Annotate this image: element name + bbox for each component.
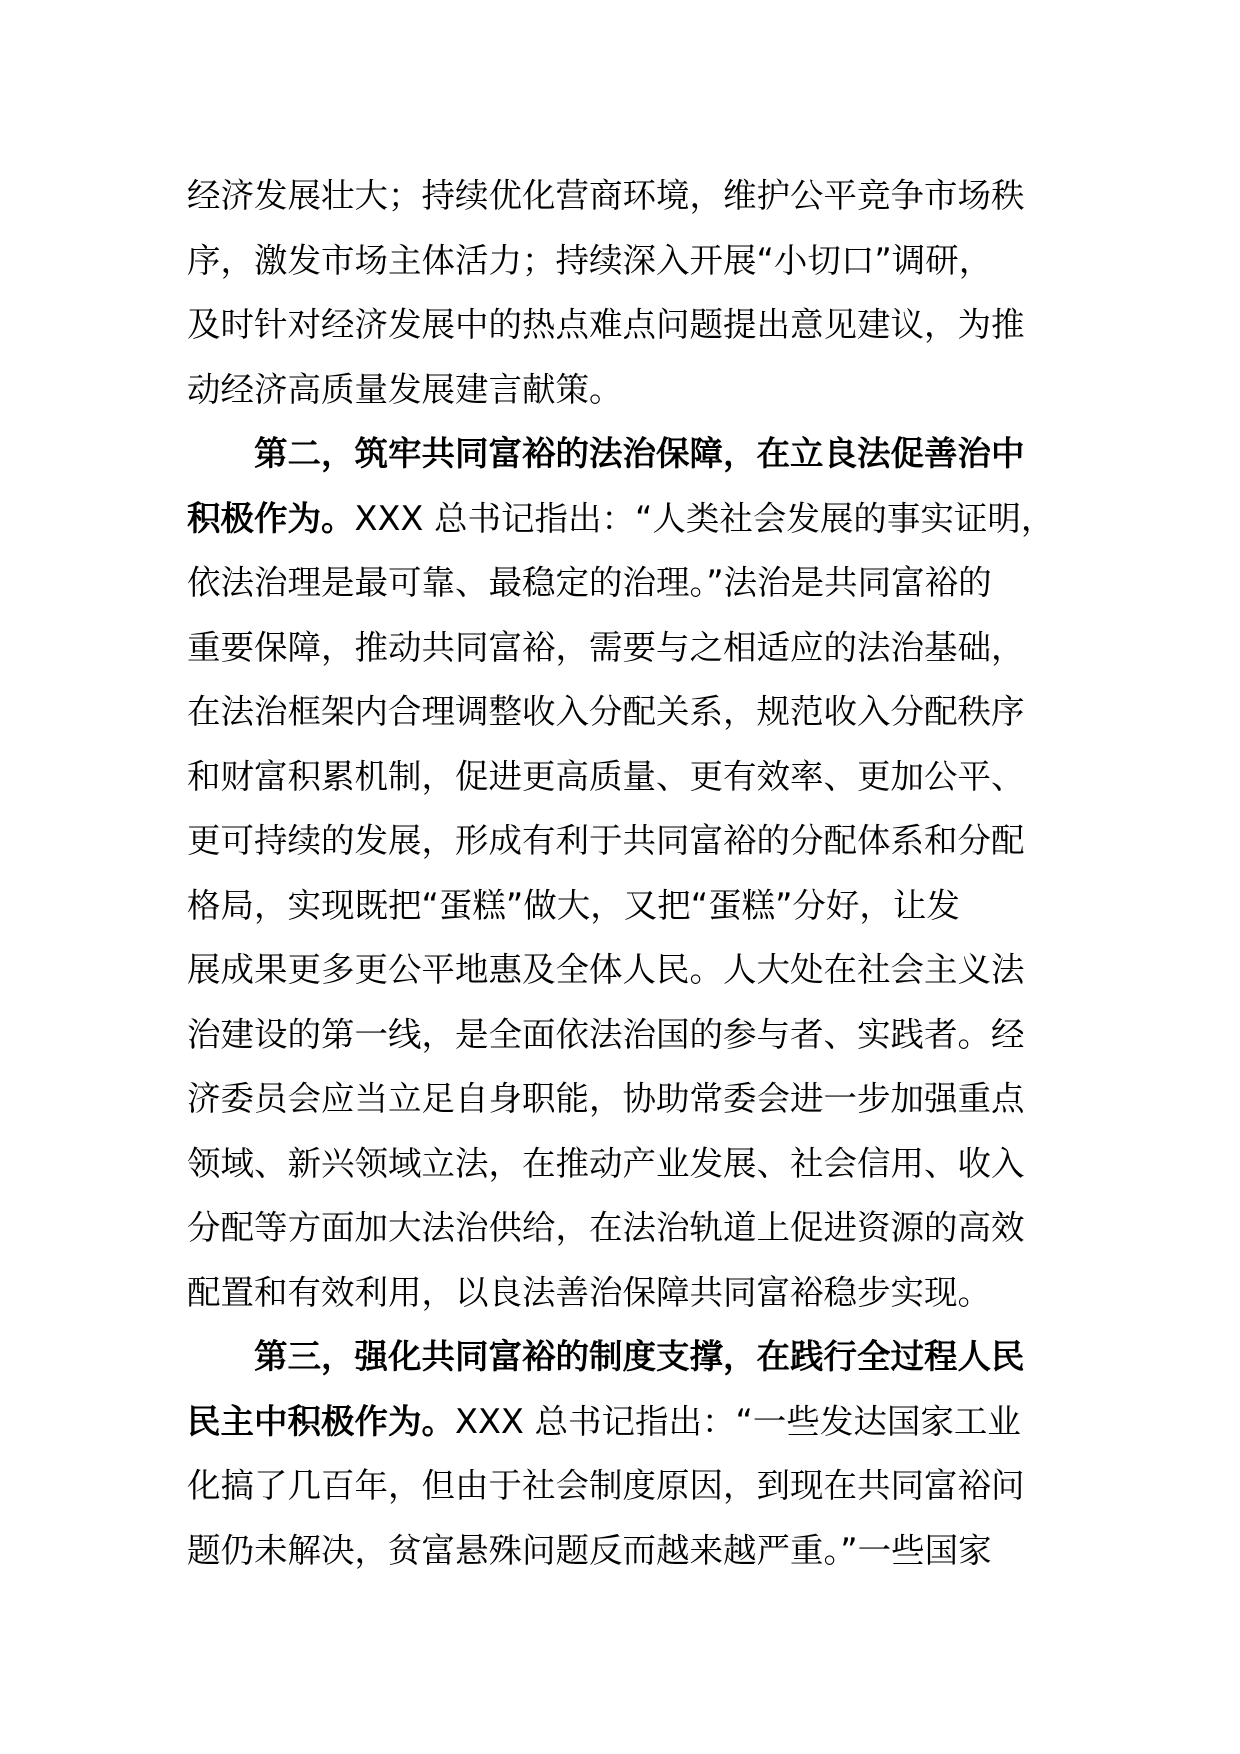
- paragraph-3: [187, 1325, 1067, 1583]
- text-line: 化搞了几百年，但由于社会制度原因，到现在共同富裕问: [187, 1466, 1025, 1505]
- section-heading: 第三，强化共同富裕的制度支撑，在践行全过程人民: [254, 1337, 1025, 1376]
- document-page: [187, 164, 1067, 1583]
- text-line: 在法治框架内合理调整收入分配关系，规范收入分配秩序: [187, 692, 1025, 731]
- paragraph-2: [187, 422, 1067, 1325]
- text-line: 动经济高质量发展建言献策。: [187, 369, 623, 409]
- text-line: [187, 487, 1067, 552]
- text-line: 依法治理是最可靠、最稳定的治理。”法治是共同富裕的: [187, 563, 992, 602]
- text-line: 经济发展壮大；持续优化营商环境，维护公平竞争市场秩: [187, 176, 1025, 215]
- section-heading: 第二，筑牢共同富裕的法治保障，在立良法促善治中: [254, 434, 1025, 473]
- text-line: 领域、新兴领域立法，在推动产业发展、社会信用、收入: [187, 1143, 1025, 1183]
- text-line: 治建设的第一线，是全面依法治国的参与者、实践者。经: [187, 1014, 1025, 1054]
- text-line: 展成果更多更公平地惠及全体人民。人大处在社会主义法: [187, 950, 1025, 989]
- quote-intro: XXX 总书记指出：“一些发达国家工业: [455, 1401, 1021, 1441]
- section-heading-continued: 积极作为。: [187, 498, 355, 538]
- text-line: 更可持续的发展，形成有利于共同富裕的分配体系和分配: [187, 821, 1025, 860]
- text-line: 及时针对经济发展中的热点难点问题提出意见建议，为推: [187, 305, 1025, 344]
- text-line: 格局，实现既把“蛋糕”做大，又把“蛋糕”分好，让发: [187, 885, 960, 925]
- quote-intro: XXX 总书记指出：“人类社会发展的事实证明，: [354, 498, 1055, 538]
- text-line: 分配等方面加大法治供给，在法治轨道上促进资源的高效: [187, 1208, 1025, 1247]
- section-heading-continued: 民主中积极作为。: [187, 1401, 455, 1441]
- paragraph-1: [187, 164, 1067, 422]
- text-line: 配置和有效利用，以良法善治保障共同富裕稳步实现。: [187, 1272, 991, 1312]
- text-line: [187, 1390, 1067, 1455]
- text-line: 和财富积累机制，促进更高质量、更有效率、更加公平、: [187, 756, 1025, 796]
- text-line: 序，激发市场主体活力；持续深入开展“小切口”调研，: [187, 240, 993, 280]
- text-line: 题仍未解决，贫富悬殊问题反而越来越严重。”一些国家: [187, 1530, 992, 1570]
- text-line: 济委员会应当立足自身职能，协助常委会进一步加强重点: [187, 1079, 1025, 1118]
- text-line: 重要保障，推动共同富裕，需要与之相适应的法治基础，: [187, 627, 1025, 667]
